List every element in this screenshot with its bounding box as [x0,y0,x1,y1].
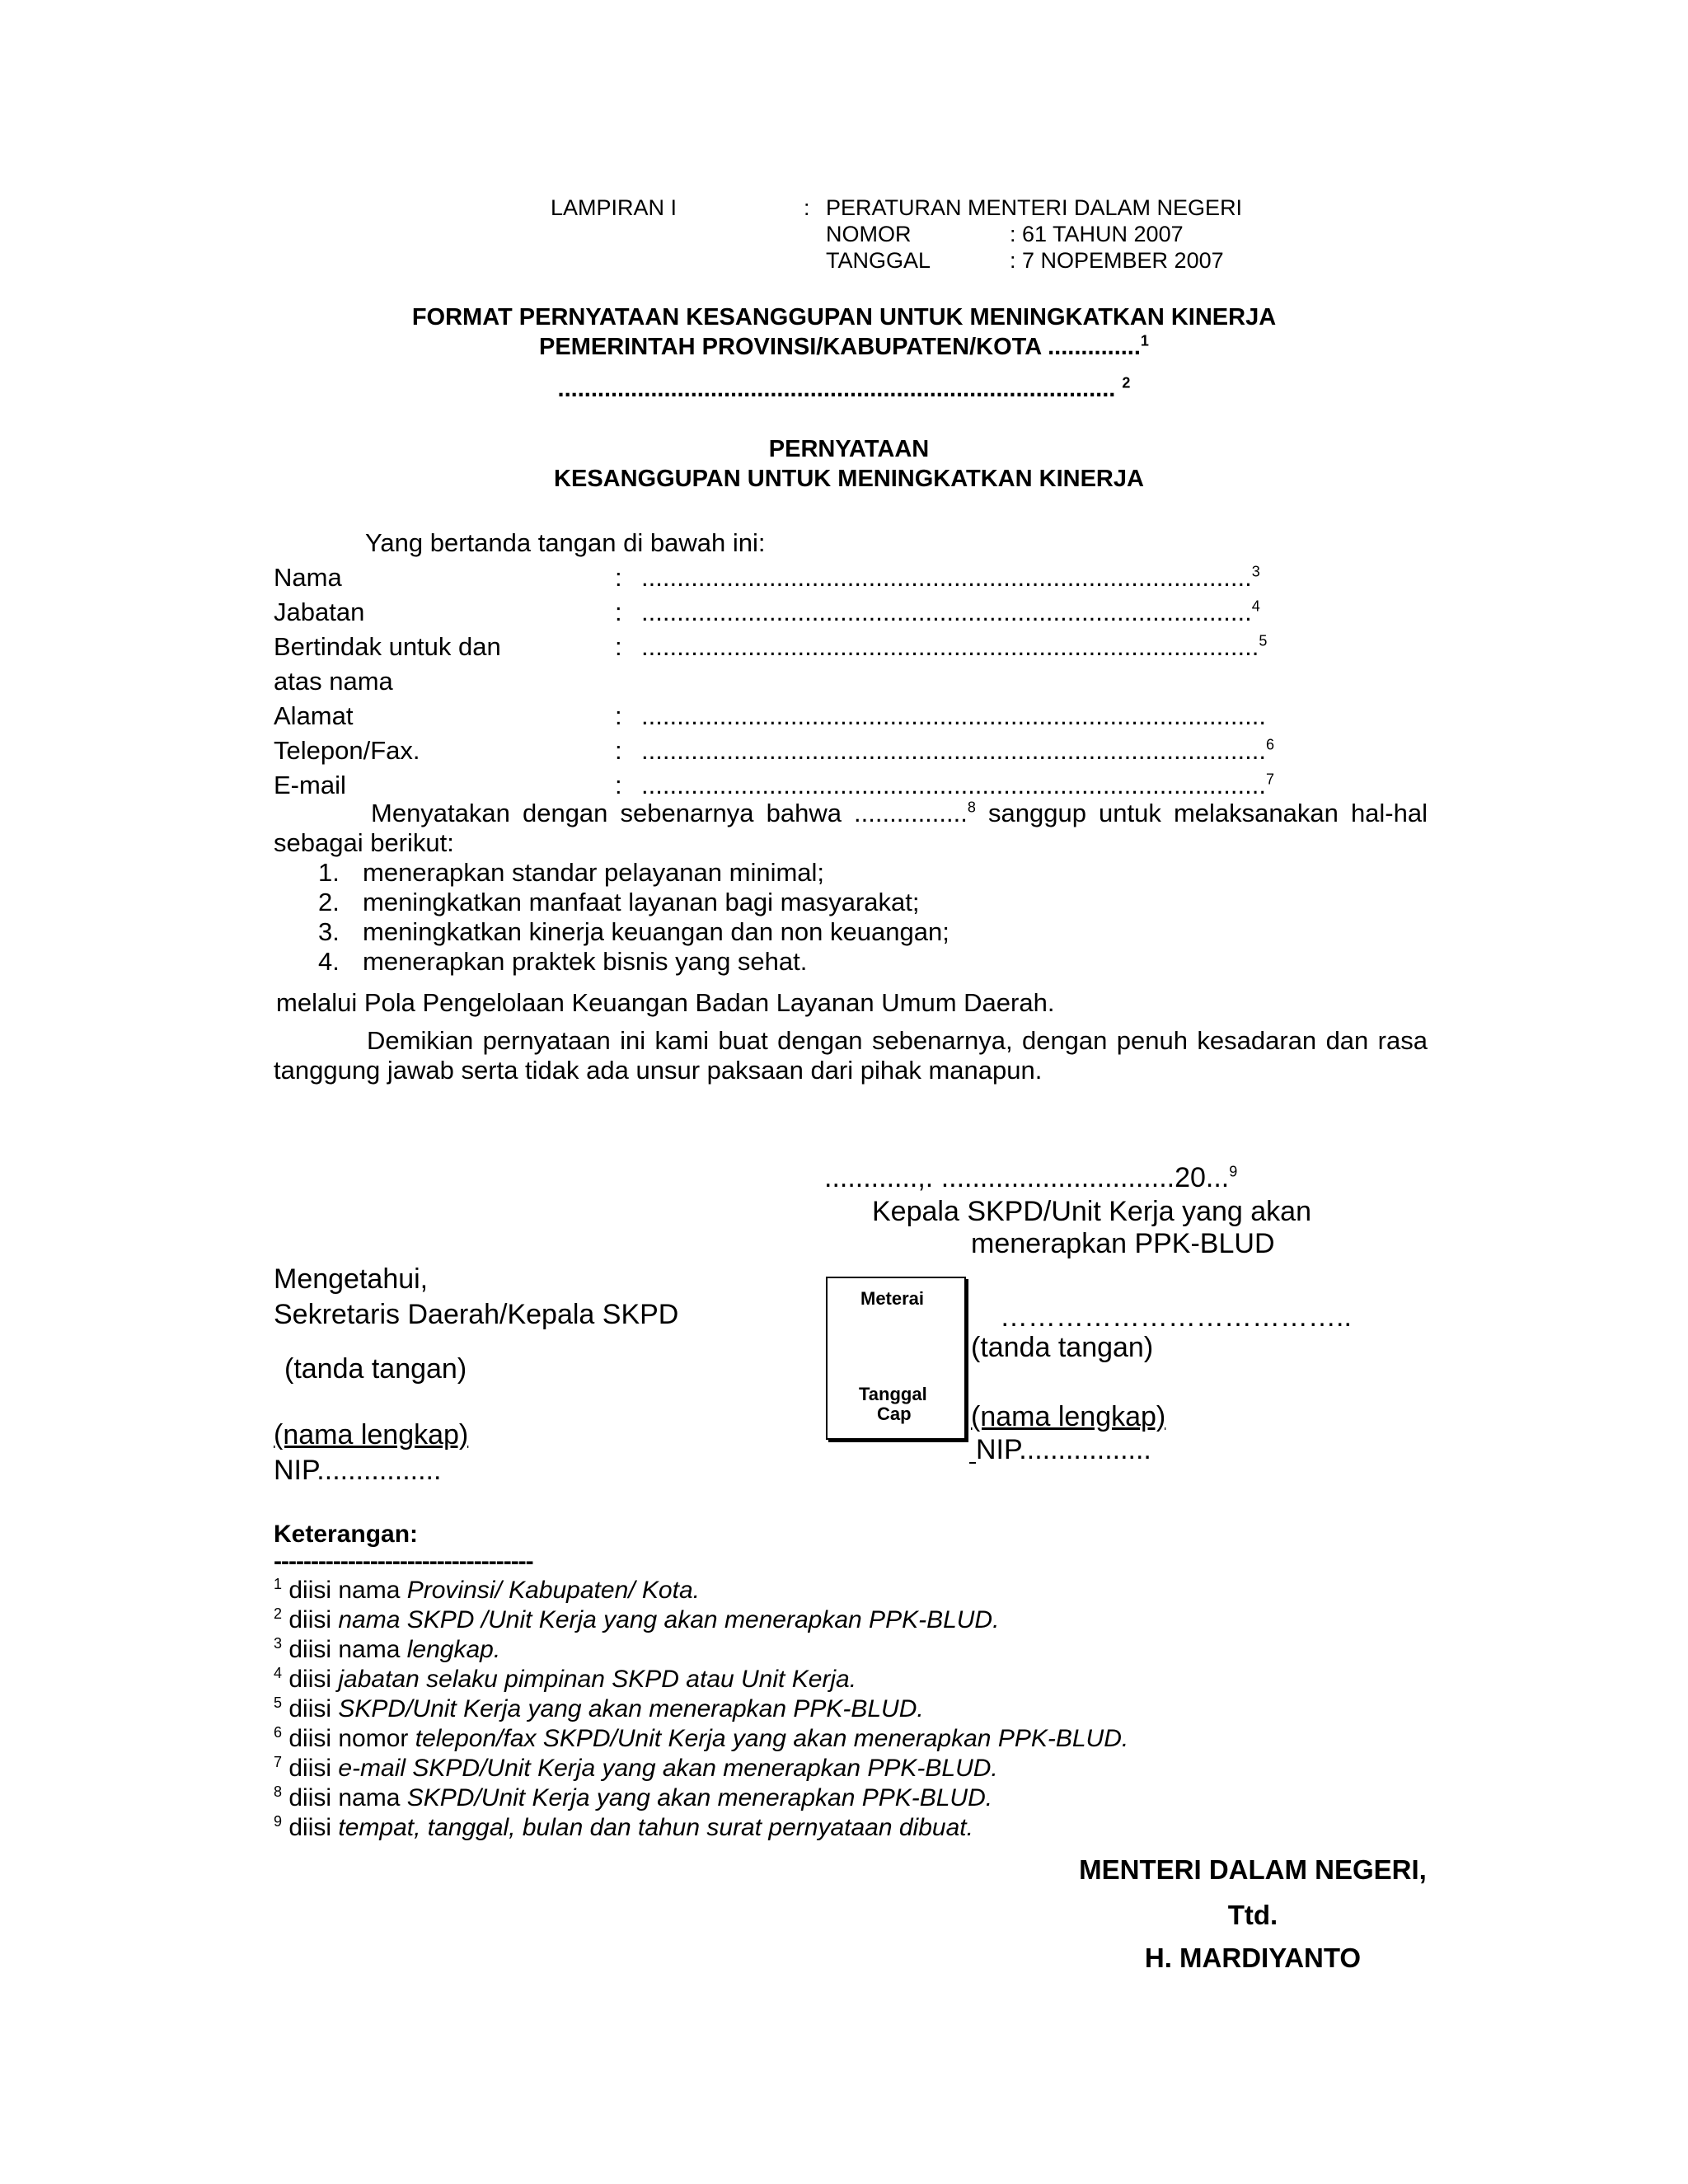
field-dots: ........................................................................................$^7$ [641,771,1274,799]
meterai-stamp-box [826,1277,966,1440]
signature-role-line1: Kepala SKPD/Unit Kerja yang akan [872,1196,1311,1227]
note-item: $^2$ diisi nama SKPD /Unit Kerja yang akan menerapkan PPK-BLUD. [274,1605,1000,1633]
field-dots: ......................................................................................$^4$ [641,598,1260,626]
declaration-line1: Menyatakan dengan sebenarnya bahwa ................$^8$ sanggup untuk melaksanakan hal-hal [371,799,1428,827]
known-role: Sekretaris Daerah/Kepala SKPD [274,1299,679,1330]
field-label-jabatan: Jabatan [274,598,365,626]
field-label-telepon: Telepon/Fax. [274,736,420,765]
note-item: $^4$ diisi jabatan selaku pimpinan SKPD atau Unit Kerja. [274,1665,857,1693]
tanggal-label: TANGGAL [826,248,931,273]
nomor-value: : 61 TAHUN 2007 [1010,222,1184,246]
field-dots: ......................................................................................$^3$ [641,563,1260,592]
statement-title-line1: PERNYATAAN [768,436,930,462]
closing-line1: Demikian pernyataan ini kami buat dengan sebenarnya, dengan penuh kesadaran dan rasa [367,1026,1428,1055]
note-item: $^3$ diisi nama lengkap. [274,1635,501,1663]
field-colon: : [615,771,622,799]
field-label-email: E-mail [274,771,346,799]
known-nip: NIP................ [274,1455,442,1486]
note-item: $^9$ diisi tempat, tanggal, bulan dan tahun surat pernyataan dibuat. [274,1813,973,1841]
note-item: $^1$ diisi nama Provinsi/ Kabupaten/ Kota. [274,1576,700,1604]
signature-role-line2: menerapkan PPK-BLUD [971,1228,1275,1259]
lampiran-colon: : [804,195,810,220]
field-colon: : [615,563,622,592]
signature-dots: ……………………………….. [1000,1301,1352,1333]
format-title-line2: PEMERINTAH PROVINSI/KABUPATEN/KOTA ..............$^1$ [539,332,1149,360]
signature-nip: NIP................. [969,1434,1151,1466]
via-text: melalui Pola Pengelolaan Keuangan Badan Layanan Umum Daerah. [276,988,1055,1017]
intro-text: Yang bertanda tangan di bawah ini: [365,528,766,557]
declaration-line2: sebagai berikut: [274,828,454,857]
field-dots: ........................................................................................ [641,701,1266,730]
format-title-line3: .................................................................................... $^2$ [557,374,1131,402]
list-item: menerapkan praktek bisnis yang sehat. [363,947,808,976]
notes-rule: ----------------------------------- [274,1548,533,1575]
field-label-alamat: Alamat [274,701,354,730]
regulation-name: PERATURAN MENTERI DALAM NEGERI [826,195,1243,220]
stamp-cap-label: Cap [877,1404,912,1424]
closing-line2: tanggung jawab serta tidak ada unsur paksaan dari pihak manapun. [274,1056,1043,1085]
note-item: $^5$ diisi SKPD/Unit Kerja yang akan menerapkan PPK-BLUD. [274,1694,924,1722]
minister-title: MENTERI DALAM NEGERI, [1079,1854,1427,1885]
signature-date: ............,. ..............................20...$^9$ [824,1162,1238,1193]
list-item: menerapkan standar pelayanan minimal; [363,858,825,887]
field-colon: : [615,598,622,626]
minister-ttd: Ttd. [1227,1900,1278,1930]
field-dots: .......................................................................................$^5$ [641,632,1268,661]
note-item: $^6$ diisi nomor telepon/fax SKPD/Unit Kerja yang akan menerapkan PPK-BLUD. [274,1724,1129,1752]
signature-ttd: (tanda tangan) [971,1332,1154,1363]
list-item-number: 2. [318,888,340,916]
minister-name: H. MARDIYANTO [1144,1943,1362,1973]
field-label-atas-nama: atas nama [274,667,393,696]
format-title-line1: FORMAT PERNYATAAN KESANGGUPAN UNTUK MENINGKATKAN KINERJA [411,304,1277,330]
tanggal-value: : 7 NOPEMBER 2007 [1010,248,1224,273]
list-item-number: 4. [318,947,340,976]
known-by: Mengetahui, [274,1263,429,1295]
list-item: meningkatkan manfaat layanan bagi masyarakat; [363,888,920,916]
known-ttd: (tanda tangan) [284,1353,467,1385]
known-name: (nama lengkap) [274,1419,469,1451]
field-colon: : [615,701,622,730]
note-item: $^8$ diisi nama SKPD/Unit Kerja yang akan menerapkan PPK-BLUD. [274,1783,993,1811]
statement-title-line2: KESANGGUPAN UNTUK MENINGKATKAN KINERJA [554,466,1144,492]
signature-name: (nama lengkap) [971,1401,1166,1432]
lampiran-label: LAMPIRAN I [551,195,678,220]
note-item: $^7$ diisi e-mail SKPD/Unit Kerja yang akan menerapkan PPK-BLUD. [274,1754,998,1782]
field-colon: : [615,736,622,765]
field-dots: ........................................................................................$^6$ [641,736,1274,765]
notes-title: Keterangan: [274,1521,419,1548]
field-colon: : [615,632,622,661]
field-label-nama: Nama [274,563,342,592]
list-item-number: 1. [318,858,340,887]
field-label-bertindak: Bertindak untuk dan [274,632,501,661]
nomor-label: NOMOR [826,222,912,246]
stamp-tanggal-label: Tanggal [859,1384,927,1404]
list-item-number: 3. [318,917,340,946]
meterai-label: Meterai [860,1288,925,1309]
list-item: meningkatkan kinerja keuangan dan non keuangan; [363,917,950,946]
